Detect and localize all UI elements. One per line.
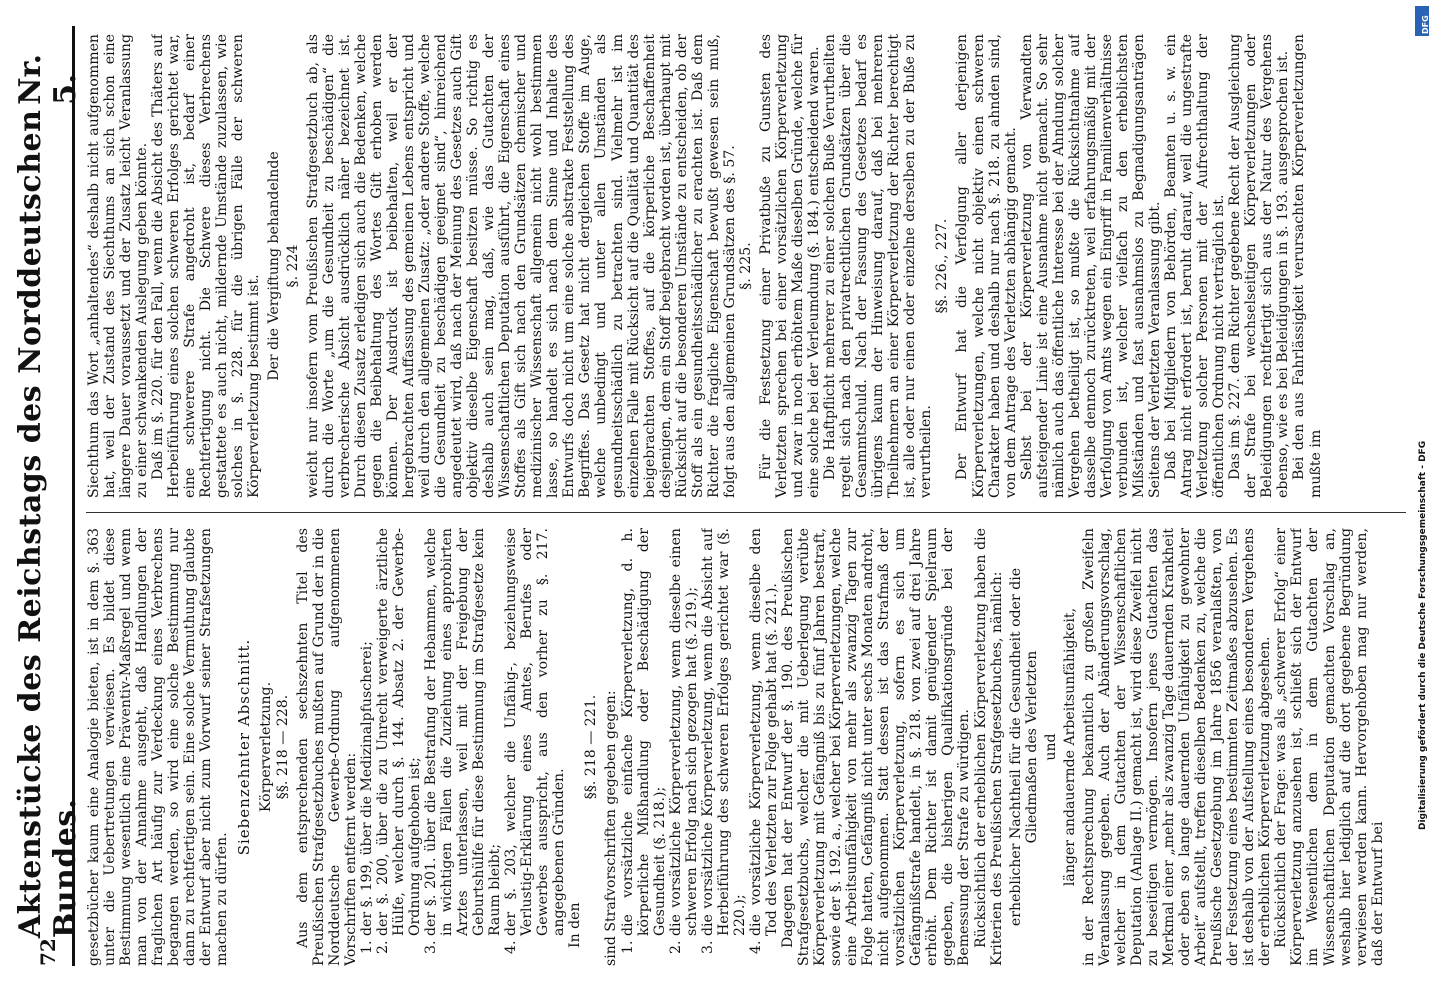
criterion: erheblicher Nachtheil für die Gesundheit oder die Gliedmaßen des Verletzten: [1007, 567, 1040, 927]
paragraph: gesetzbücher kaum eine Analogie bieten, ist in dem §. 363 unter die Uebertretungen verwiesen. Es bildet diese Bestimmung wesentlich eine Präventiv-Maßregel und wenn man von der Annahme ausgeht, daß Handlungen der fraglichen Art häufig zur Verdeckung eines Verbrechens begangen werden, so wird eine solche Bestimmung nur dann zu rechtfertigen sein. Eine solche Vermuthung glaubte der Entwurf aber nicht zum Vorwurf seiner Strafsetzungen machen zu dürfen.: [86, 528, 231, 966]
criterion: länger andauernde Arbeitsunfähigkeit,: [1061, 607, 1078, 887]
left-column: [86, 528, 1406, 966]
paragraph: Für die Festsetzung einer Privatbuße zu Gunsten des Verletzten sprechen bei einer vorsätzlichen Körperverletzung und zwar in noch erhöhtem Maße dieselben Gründe, welche für eine solche bei der Verleumdung (§. 184.) entscheidend waren.: [757, 34, 823, 498]
offences-list: [620, 528, 780, 966]
paragraph: in der Rechtsprechung bekanntlich zu großen Zweifeln Veranlassung gegeben. Auch der Abänderungsvorschlag, welcher in dem Gutachten der Wissenschaftlichen Deputation (Anlage II.) gemacht ist, wird diese Zweifel nicht zu beseitigen vermögen. Insofern jenes Gutachten das Merkmal einer „mehr als zwanzig Tage dauernden Krankheit oder eben so lange dauernden Unfähigkeit zu gewohnter Arbeit“ aufstellt, treffen dieselben Bedenken zu, welche die Preußische Gesetzgebung im Jahre 1856 veranlaßten, von der Festsetzung eines bestimmten Zeitmaßes abzusehen. Es ist deshalb von der Aufstellung eines besonderen Vergehens der erheblichen Körperverletzung abgesehen.: [1080, 528, 1274, 966]
paragraph: Das im §. 227. dem Richter gegebene Recht der Ausgleichung der Strafe bei wechselseitigen Körperverletzungen oder Beleidigungen rechtfertigt sich aus der Natur des Vergehens ebenso, wie es bei Beleidigungen in §. 193. ausgesprochen ist.: [1227, 34, 1292, 498]
section-heading: Siebenzehnter Abschnitt.: [235, 638, 254, 856]
running-title: Aktenstücke des Reichstags des Norddeutschen Bundes.: [13, 109, 83, 939]
paragraph: Siechthum das Wort „anhaltendes“ deshalb nicht aufgenommen hat, weil der Zustand des Siechthums an sich schon eine längere Dauer voraussetzt und der Zusatz leicht Veranlassung zu einer schwankenden Auslegung geben könnte.: [86, 34, 151, 498]
paragraph: Rücksichtlich der erheblichen Körperverletzung haben die Kriterien des Preußischen Strafgesetzbuches, nämlich:: [972, 528, 1005, 966]
list-item: 1. die vorsätzliche einfache Körperverletzung, d. h. körperliche Mißhandlung oder Beschädigung der Gesundheit (§. 218.);: [620, 528, 668, 936]
right-column: [86, 34, 1406, 498]
paragraph: sind Strafvorschriften gegeben gegen:: [603, 690, 620, 966]
column-divider: [86, 512, 1406, 513]
list-item: 3. die vorsätzliche Körperverletzung, wenn die Absicht auf Herbeiführung des schweren Erfolges gerichtet war (§. 220.);: [700, 528, 748, 936]
list-item: 4. der §. 203, welcher die Unfähig-, beziehungsweise Verlustig-Erklärung eines Amtes, Berufes oder Gewerbes ausspricht, aus den vorher zu §. 217. angegebenen Gründen.: [503, 528, 567, 936]
paragraph: In den: [567, 902, 584, 948]
paragraph: Bei den aus Fahrlässigkeit verursachten Körperverletzungen mußte im: [1291, 34, 1324, 498]
list-item: 4. die vorsätzliche Körperverletzung, wenn dieselbe den Tod des Verletzten zur Folge gehabt hat (§. 221.).: [748, 528, 780, 936]
list-item: 3. der §. 201. über die Bestrafung der Hebammen, welche in wichtigen Fällen die Zuziehung eines approbirten Arztes unterlassen, weil mit der Freigebung der Geburtshülfe für diese Bestimmung im Strafgesetze kein Raum bleibt;: [423, 528, 503, 936]
subsection-range: §§. 218 — 221.: [583, 694, 600, 800]
digitization-note: Digitalisierung gefördert durch die Deutsche Forschungsgemeinschaft - DFG: [1418, 440, 1428, 830]
paragraph: weicht nur insofern vom Preußischen Strafgesetzbuch ab, als durch die Worte „um die Gesundheit zu beschädigen“ die verbrecherische Absicht ausdrücklich näher bezeichnet ist. Durch diesen Zusatz erledigen sich auch die Bedenken, welche gegen die Beibehaltung des Wortes Gift erhoben werden können. Der Ausdruck ist beibehalten, weil er der hergebrachten Auffassung des gemeinen Lebens entspricht und weil durch den allgemeinen Zusatz: „oder andere Stoffe, welche die Gesundheit zu beschädigen geeignet sind“, hinreichend angedeutet wird, daß nach der Meinung des Gesetzes auch Gift objektiv dieselbe Eigenschaft besitzen müsse. So richtig es deshalb auch sein mag, daß, wie das Gutachten der Wissenschaftlichen Deputation ausführt, die Eigenschaft eines Stoffes als Gift sich nach den Grundsätzen chemischer und medizinischer Wissenschaft allgemein nicht wohl bestimmen lasse, so handelt es sich nach dem Sinne und Inhalte des Entwurfs doch nicht um eine solche abstrakte Feststellung des Begriffes. Das Gesetz hat nicht dergleichen Stoffe im Auge, welche unbedingt und unter allen Umständen als gesundheitsschädlich zu betrachten sind. Vielmehr ist im einzelnen Falle mit Rücksicht auf die Qualität und Quantität des beigebrachten Stoffes, auf die körperliche Beschaffenheit desjenigen, dem ein Stoff beigebracht worden ist, überhaupt mit Rücksicht auf die besonderen Umstände zu entscheiden, ob der Stoff als ein gesundheitsschädlicher zu erachten ist. Daß dem Richter die fragliche Eigenschaft bewußt gewesen sein muß, folgt aus den allgemeinen Grundsätzen des §. 57.: [304, 34, 738, 498]
page-header: [13, 26, 83, 966]
list-item: 2. der §. 200, über die zu Unrecht verweigerte ärztliche Hülfe, welcher durch §. 144. Absatz 2. der Gewerbe-Ordnung aufgehoben ist;: [375, 528, 423, 936]
section-number: §. 225.: [737, 242, 754, 290]
paragraph: Die Haftpflicht mehrerer zu einer solchen Buße Verurtheilten regelt sich nach den privatrechtlichen Grundsätzen über die Gesammtschuld. Nach der Fassung des Gesetzes bedarf es übrigens kaum der Hinweisung darauf, daß bei mehreren Theilnehmern an einer Körperverletzung der Richter berechtigt ist, alle oder nur einen oder einzelne derselben zu der Buße zu verurtheilen.: [822, 34, 935, 498]
list-item: 2. die vorsätzliche Körperverletzung, wenn dieselbe einen schweren Erfolg nach sich gezogen hat (§. 219.);: [668, 528, 700, 936]
paragraph: Der die Vergiftung behandelnde: [265, 151, 282, 381]
section-number: §§. 226., 227.: [934, 218, 951, 314]
paragraph: Rücksichtlich der Frage: was als „schwerer Erfolg“ einer Körperverletzung anzusehen ist, schließt sich der Entwurf im Wesentlichen dem in dem Gutachten der Wissenschaftlichen Deputation gemachten Vorschlag an, weshalb hier lediglich auf die dort gegebene Begründung verwiesen werden kann. Hervorgehoben mag nur werden, daß der Entwurf bei: [1273, 528, 1386, 966]
section-subheading: Körperverletzung.: [258, 681, 275, 813]
paragraph: Der Entwurf hat die Verfolgung aller derjenigen Körperverletzungen, welche nicht objektiv einen schweren Charakter haben und deshalb nur nach §. 218. zu ahnden sind, von dem Antrage des Verletzten abhängig gemacht.: [954, 34, 1019, 498]
removed-provisions-list: [359, 528, 568, 966]
page-number: 72: [36, 938, 60, 966]
issue-number: Nr. 5.: [13, 53, 83, 105]
list-item: 1. der §. 199, über die Medizinalpfuscherei;: [359, 528, 375, 936]
section-range: §§. 218 — 228.: [274, 694, 291, 800]
paragraph: Daß im §. 220. für den Fall, wenn die Absicht des Thäters auf Herbeiführung eines solchen schweren Erfolges gerichtet war, eine schwerere Strafe angedroht ist, bedarf einer Rechtfertigung nicht. Die Schwere dieses Verbrechens gestattete es auch nicht, mildernde Umstände zuzulassen, wie solches in §. 228. für die übrigen Fälle der schweren Körperverletzung bestimmt ist.: [150, 34, 263, 498]
section-number: §. 224: [284, 244, 301, 288]
paragraph: Selbst bei der Körperverletzung von Verwandten aufsteigender Linie ist eine Ausnahme nicht gemacht. So sehr nämlich auch das öffentliche Interesse bei der Ahndung solcher Vergehen betheiligt ist, so mußte die Rücksichtnahme auf dasselbe dennoch zurücktreten, weil erfahrungsmäßig mit der Verfolgung von Amts wegen ein Eingriff in Familienverhältnisse verbunden ist, welcher vielfach zu den erheblichsten Mißständen und fast ausnahmslos zu Begnadigungsanträgen Seitens der Verletzten Veranlassung gibt.: [1018, 34, 1164, 498]
criterion-connector: und: [1042, 733, 1059, 761]
paragraph: Daß bei Mitgliedern von Behörden, Beamten u. s. w. ein Antrag nicht erfordert ist, beruht darauf, weil die ungestrafte Verletzung solcher Personen mit der Aufrechthaltung der öffentlichen Ordnung nicht verträglich ist.: [1163, 34, 1228, 498]
paragraph: Dagegen hat der Entwurf der §. 190. des Preußischen Strafgesetzbuchs, welcher die mit Ueberlegung verübte Körperverletzung mit Gefängniß bis zu fünf Jahren bestraft, sowie der §. 192. a., welcher bei Körperverletzungen, welche eine Arbeitsunfähigkeit von mehr als zwanzig Tagen zur Folge hatten, Gefängniß nicht unter sechs Monaten androht, nicht aufgenommen. Statt dessen ist das Strafmaß der vorsätzlichen Körperverletzung, sofern es sich um Gefängnißstrafe handelt, in §. 218. von zwei auf drei Jahre erhöht. Dem Richter ist damit genügender Spielraum gegeben, die bisherigen Qualifikationsgründe bei der Bemessung der Strafe zu würdigen.: [779, 528, 973, 966]
paragraph: Aus dem entsprechenden sechszehnten Titel des Preußischen Strafgesetzbuches mußten auf Grund der in die Norddeutsche Gewerbe-Ordnung aufgenommenen Vorschriften entfernt werden:: [294, 528, 359, 966]
dfg-label: DFG: [1421, 15, 1430, 34]
